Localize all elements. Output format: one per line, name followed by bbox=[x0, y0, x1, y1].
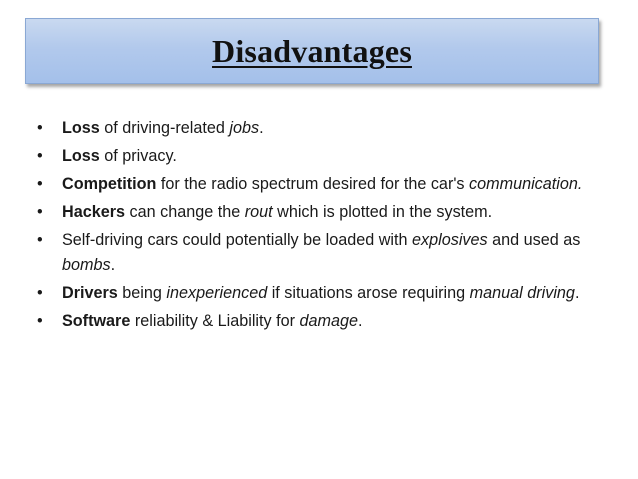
bullet-emphasis: communication. bbox=[469, 175, 583, 193]
bullet-item bbox=[37, 228, 597, 278]
bullet-dot-icon: • bbox=[37, 284, 43, 302]
bullet-dot-icon: • bbox=[37, 203, 43, 221]
bullet-text: which is plotted in the system. bbox=[272, 203, 493, 221]
title-banner bbox=[25, 18, 599, 84]
bullet-emphasis: rout bbox=[244, 203, 273, 221]
bullet-text: . bbox=[259, 119, 264, 137]
bullet-text: being bbox=[117, 284, 167, 302]
bullet-keyword: Software bbox=[62, 312, 131, 330]
bullet-dot-icon: • bbox=[37, 231, 43, 249]
bullet-text: . bbox=[358, 312, 363, 330]
bullet-text: reliability & Liability for bbox=[130, 312, 300, 330]
bullet-keyword: Drivers bbox=[62, 284, 118, 302]
bullet-item bbox=[37, 309, 597, 334]
bullet-dot-icon: • bbox=[37, 175, 43, 193]
bullet-text: can change the bbox=[125, 203, 245, 221]
bullet-text: . bbox=[574, 284, 580, 302]
bullet-text: for the radio spectrum desired for the car's bbox=[156, 175, 470, 193]
bullet-emphasis: inexperienced bbox=[166, 284, 268, 302]
bullet-text: if situations arose requiring bbox=[267, 284, 470, 302]
bullet-text: of privacy. bbox=[99, 147, 177, 165]
bullet-list bbox=[37, 116, 597, 337]
bullet-keyword: Hackers bbox=[62, 203, 126, 221]
bullet-emphasis: bombs bbox=[62, 256, 111, 274]
bullet-keyword: Competition bbox=[62, 175, 157, 193]
bullet-text: and used as bbox=[487, 231, 581, 249]
bullet-item bbox=[37, 281, 597, 306]
bullet-keyword: Loss bbox=[62, 147, 100, 165]
slide-title: Disadvantages bbox=[212, 32, 412, 69]
bullet-text: of driving-related bbox=[99, 119, 230, 137]
bullet-text: Self-driving cars could potentially be loaded with bbox=[62, 231, 413, 249]
bullet-item bbox=[37, 116, 597, 141]
bullet-emphasis: jobs bbox=[229, 119, 260, 137]
bullet-dot-icon: • bbox=[37, 147, 43, 165]
bullet-keyword: Loss bbox=[62, 119, 100, 137]
bullet-emphasis: damage bbox=[299, 312, 359, 330]
bullet-emphasis: explosives bbox=[412, 231, 488, 249]
bullet-dot-icon: • bbox=[37, 119, 43, 137]
bullet-emphasis: manual driving bbox=[469, 284, 575, 302]
bullet-item bbox=[37, 172, 597, 197]
bullet-item bbox=[37, 144, 597, 169]
bullet-text: . bbox=[110, 256, 116, 274]
bullet-item bbox=[37, 200, 597, 225]
bullet-dot-icon: • bbox=[37, 312, 43, 330]
